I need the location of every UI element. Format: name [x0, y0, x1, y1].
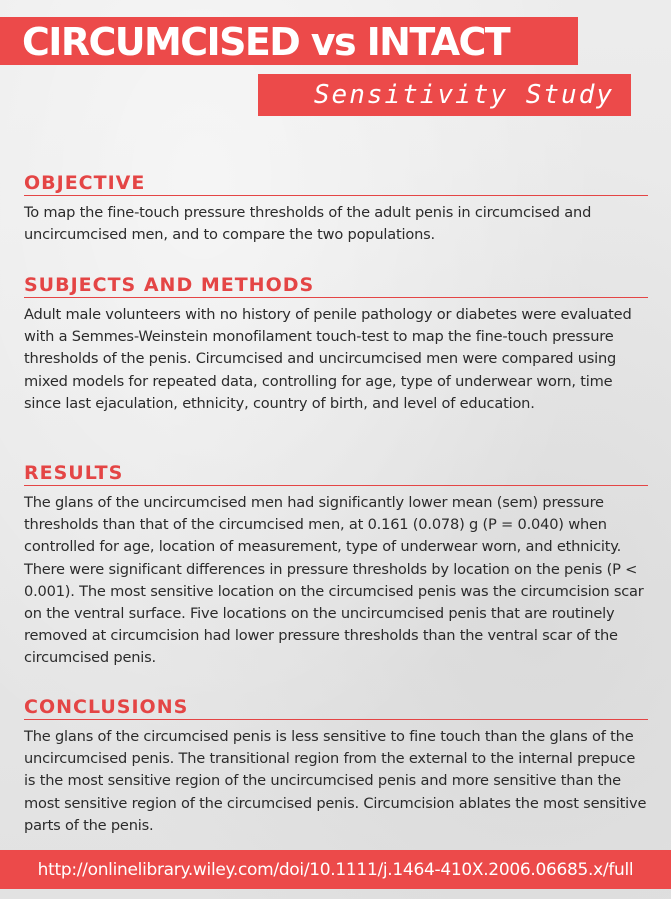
section-subjects-and-methods	[24, 274, 648, 415]
section-body-results: The glans of the uncircumcised men had significantly lower mean (sem) pressure thresholds than that of the circumcised men, at 0.161 (0.078) g (P = 0.040) when controlled for age, location of measurement, type of underwear worn, and ethnicity. There were significant differences in pressure thresholds by location on the penis (P < 0.001). The most sensitive location on the circumcised penis was the circumcision scar on the ventral surface. Five locations on the uncircumcised penis that are routinely removed at circumcision had lower pressure thresholds than the ventral scar of the circumcised penis.	[24, 494, 644, 667]
source-url-link[interactable]: http://onlinelibrary.wiley.com/doi/10.1111/j.1464-410X.2006.06685.x/full	[37, 860, 634, 880]
section-heading-subjects-and-methods: SUBJECTS AND METHODS	[24, 274, 648, 298]
section-heading-objective: OBJECTIVE	[24, 172, 648, 196]
section-body-conclusions: The glans of the circumcised penis is less sensitive to fine touch than the glans of the uncircumcised penis. The transitional region from the external to the internal prepuce is the most sensitive region of the uncircumcised penis and more sensitive than the most sensitive region of the circumcised penis. Circumcision ablates the most sensitive parts of the penis.	[24, 728, 647, 834]
section-heading-results: RESULTS	[24, 462, 648, 486]
section-conclusions	[24, 696, 648, 837]
page-subtitle: Sensitivity Study	[313, 80, 614, 110]
section-heading-conclusions: CONCLUSIONS	[24, 696, 648, 720]
section-body-subjects-and-methods: Adult male volunteers with no history of penile pathology or diabetes were evaluated with a Semmes-Weinstein monofilament touch-test to map the fine-touch pressure thresholds of the penis. Circumcised and uncircumcised men were compared using mixed models for repeated data, controlling for age, type of underwear worn, time since last ejaculation, ethnicity, country of birth, and level of education.	[24, 306, 632, 412]
section-body-objective: To map the fine-touch pressure thresholds of the adult penis in circumcised and uncircumcised men, and to compare the two populations.	[24, 204, 592, 244]
section-results	[24, 462, 648, 670]
section-objective	[24, 172, 648, 246]
page-title: CIRCUMCISED vs INTACT	[22, 20, 510, 64]
